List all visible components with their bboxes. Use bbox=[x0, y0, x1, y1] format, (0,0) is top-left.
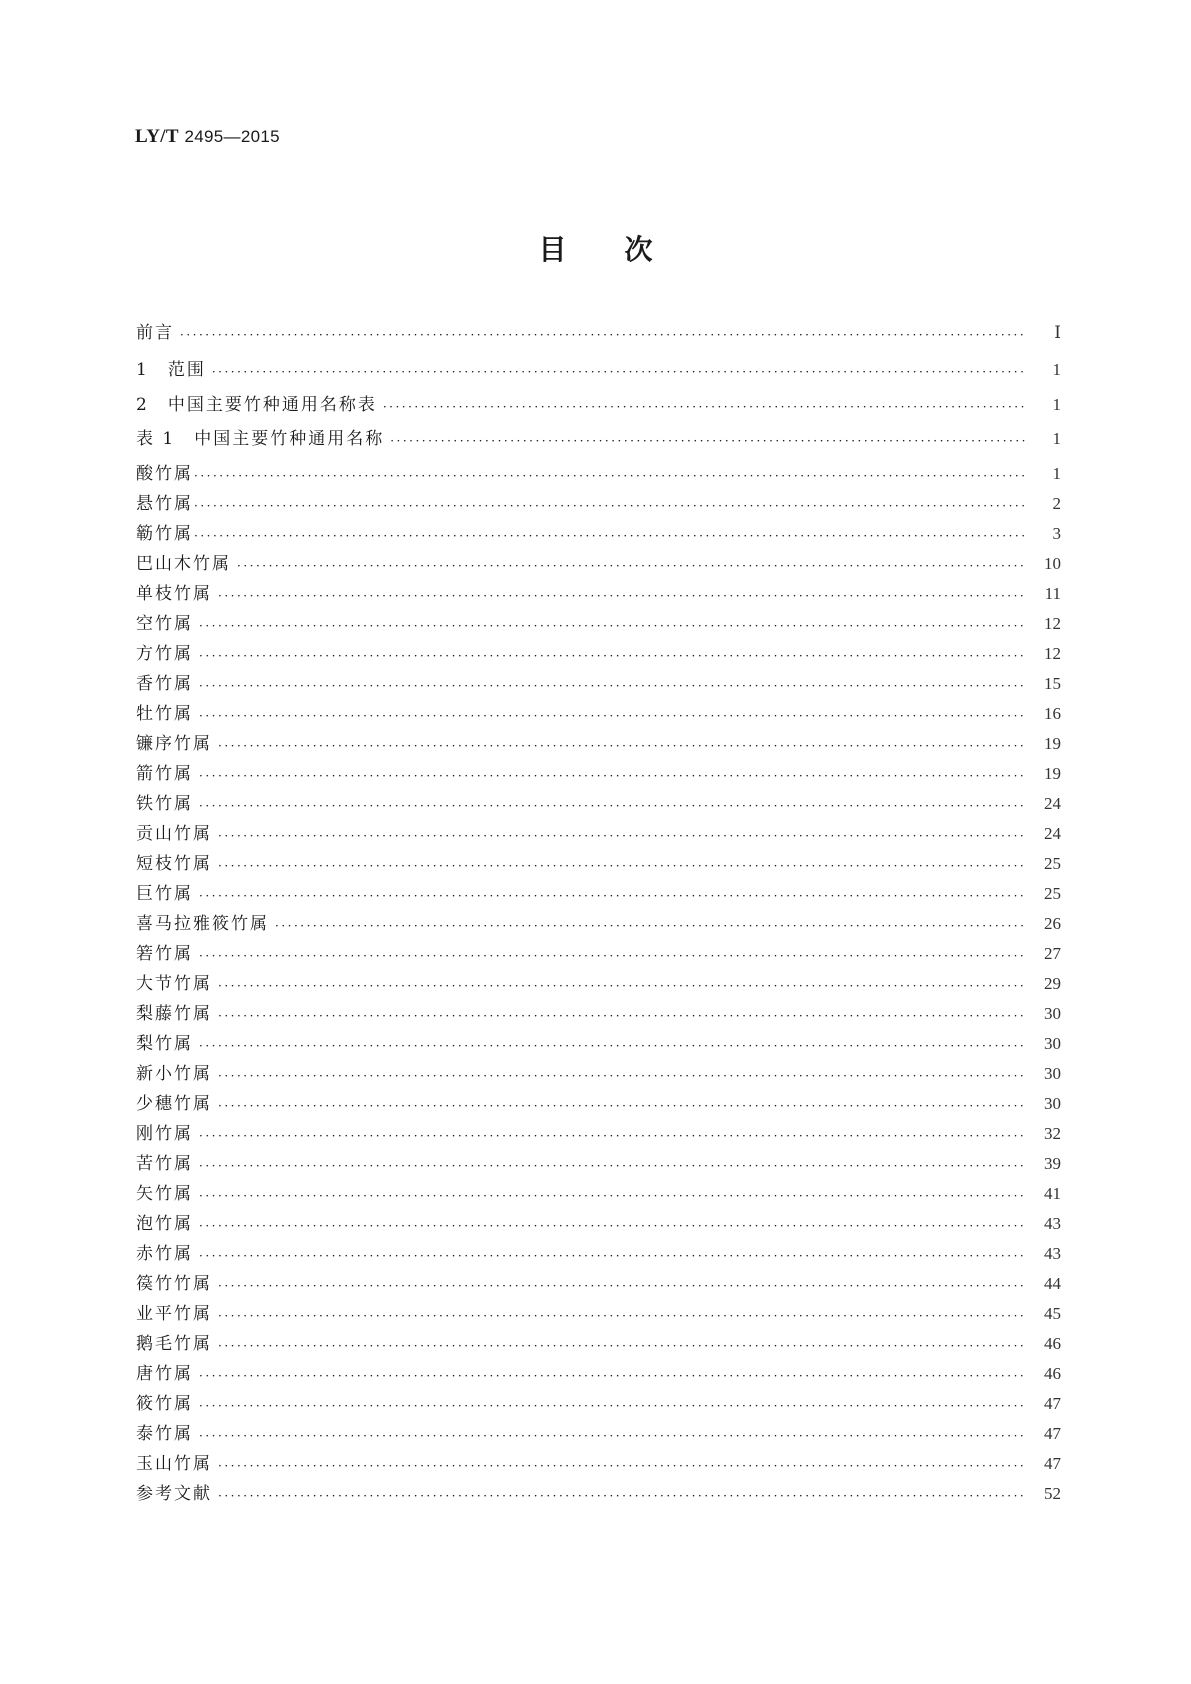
toc-entry[interactable] bbox=[136, 1271, 1061, 1297]
toc-entry-page-number: 43 bbox=[1044, 1244, 1061, 1263]
dot-leader bbox=[218, 1005, 1025, 1027]
toc-entry-page-number: 1 bbox=[1052, 429, 1061, 448]
toc-entry-label: 镰序竹属 bbox=[136, 734, 212, 754]
toc-entry-page-number: 15 bbox=[1044, 674, 1061, 693]
toc-entry-label: 苦竹属 bbox=[136, 1154, 193, 1174]
toc-entry-label: 牡竹属 bbox=[136, 704, 193, 724]
toc-entry-label: 2 中国主要竹种通用名称表 bbox=[136, 395, 377, 415]
toc-entry-label: 1 范围 bbox=[136, 360, 206, 380]
dot-leader bbox=[199, 885, 1025, 907]
dot-leader bbox=[199, 1365, 1025, 1387]
dot-leader bbox=[218, 585, 1025, 607]
dot-leader bbox=[218, 1065, 1025, 1087]
toc-entry-label: 巴山木竹属 bbox=[136, 554, 231, 574]
toc-entry-page-number: 43 bbox=[1044, 1214, 1061, 1233]
toc-entry-page-number: 29 bbox=[1044, 974, 1061, 993]
toc-entry[interactable] bbox=[136, 881, 1061, 907]
dot-leader bbox=[199, 675, 1025, 697]
toc-entry-label: 单枝竹属 bbox=[136, 584, 212, 604]
toc-entry-page-number: 26 bbox=[1044, 914, 1061, 933]
toc-entry[interactable] bbox=[136, 611, 1061, 637]
dot-leader bbox=[199, 645, 1025, 667]
toc-entry-label: 泡竹属 bbox=[136, 1214, 193, 1234]
toc-entry-page-number: 19 bbox=[1044, 734, 1061, 753]
toc-entry-label: 铁竹属 bbox=[136, 794, 193, 814]
toc-entry-label: 赤竹属 bbox=[136, 1244, 193, 1264]
dot-leader bbox=[199, 1155, 1025, 1177]
dot-leader bbox=[194, 465, 1025, 487]
toc-entry-page-number: 41 bbox=[1044, 1184, 1061, 1203]
toc-entry[interactable] bbox=[136, 521, 1061, 547]
toc-entry-page-number: 44 bbox=[1044, 1274, 1061, 1293]
page-title: 目次 bbox=[538, 233, 711, 266]
toc-entry-label: 玉山竹属 bbox=[136, 1454, 212, 1474]
dot-leader bbox=[218, 1305, 1025, 1327]
dot-leader bbox=[212, 361, 1025, 383]
toc-entry[interactable] bbox=[136, 491, 1061, 517]
toc-entry-label: 簕竹属 bbox=[136, 524, 193, 544]
dot-leader bbox=[199, 1215, 1025, 1237]
dot-leader bbox=[218, 1485, 1025, 1507]
toc-entry[interactable] bbox=[136, 971, 1061, 997]
toc-entry[interactable] bbox=[136, 1181, 1061, 1207]
toc-entry-label: 空竹属 bbox=[136, 614, 193, 634]
toc-entry[interactable] bbox=[136, 426, 1061, 452]
toc-entry-page-number: 32 bbox=[1044, 1124, 1061, 1143]
toc-entry-page-number: 1 bbox=[1052, 395, 1061, 414]
toc-entry[interactable] bbox=[136, 821, 1061, 847]
dot-leader bbox=[199, 765, 1025, 787]
standard-code bbox=[135, 126, 280, 148]
toc-entry[interactable] bbox=[136, 1241, 1061, 1267]
toc-entry-label: 表 1 中国主要竹种通用名称 bbox=[136, 429, 385, 449]
toc-entry-page-number: 25 bbox=[1044, 884, 1061, 903]
toc-entry-page-number: 47 bbox=[1044, 1394, 1061, 1413]
toc-entry-label: 泰竹属 bbox=[136, 1424, 193, 1444]
toc-entry[interactable] bbox=[136, 1331, 1061, 1357]
toc-entry[interactable] bbox=[136, 1091, 1061, 1117]
standard-number: 2495—2015 bbox=[184, 127, 280, 146]
dot-leader bbox=[275, 915, 1025, 937]
dot-leader bbox=[218, 975, 1025, 997]
toc-entry[interactable] bbox=[136, 701, 1061, 727]
toc-entry-page-number: 30 bbox=[1044, 1094, 1061, 1113]
toc-entry-page-number: 46 bbox=[1044, 1334, 1061, 1353]
toc-entry-page-number: 19 bbox=[1044, 764, 1061, 783]
toc-entry[interactable] bbox=[136, 1001, 1061, 1027]
toc-entry-label: 方竹属 bbox=[136, 644, 193, 664]
toc-entry-page-number: 12 bbox=[1044, 644, 1061, 663]
toc-entry-page-number: 11 bbox=[1044, 584, 1061, 603]
dot-leader bbox=[218, 855, 1025, 877]
toc-entry[interactable] bbox=[136, 1121, 1061, 1147]
dot-leader bbox=[218, 1335, 1025, 1357]
toc-entry-page-number: 3 bbox=[1052, 524, 1061, 543]
dot-leader bbox=[390, 430, 1025, 452]
dot-leader bbox=[199, 615, 1025, 637]
dot-leader bbox=[199, 705, 1025, 727]
dot-leader bbox=[383, 396, 1025, 418]
toc-entry-label: 鹅毛竹属 bbox=[136, 1334, 212, 1354]
toc-entry-label: 筱竹属 bbox=[136, 1394, 193, 1414]
toc-entry[interactable] bbox=[136, 1361, 1061, 1387]
dot-leader bbox=[199, 1185, 1025, 1207]
toc-entry[interactable] bbox=[136, 1031, 1061, 1057]
toc-entry-label: 矢竹属 bbox=[136, 1184, 193, 1204]
toc-entry-label: 短枝竹属 bbox=[136, 854, 212, 874]
dot-leader bbox=[237, 555, 1025, 577]
toc-entry[interactable] bbox=[136, 1301, 1061, 1327]
toc-entry-page-number: 30 bbox=[1044, 1064, 1061, 1083]
toc-entry-page-number: 30 bbox=[1044, 1004, 1061, 1023]
toc-entry-label: 香竹属 bbox=[136, 674, 193, 694]
toc-entry[interactable] bbox=[136, 1211, 1061, 1237]
toc-entry-page-number: 39 bbox=[1044, 1154, 1061, 1173]
toc-entry[interactable] bbox=[136, 1421, 1061, 1447]
toc-entry-page-number: 16 bbox=[1044, 704, 1061, 723]
toc-entry[interactable] bbox=[136, 1151, 1061, 1177]
dot-leader bbox=[218, 1455, 1025, 1477]
toc-entry-label: 悬竹属 bbox=[136, 494, 193, 514]
toc-entry-label: 巨竹属 bbox=[136, 884, 193, 904]
toc-entry-label: 箭竹属 bbox=[136, 764, 193, 784]
toc-entry[interactable] bbox=[136, 1481, 1061, 1507]
dot-leader bbox=[199, 795, 1025, 817]
toc-entry-label: 少穗竹属 bbox=[136, 1094, 212, 1114]
toc-entry-page-number: 47 bbox=[1044, 1454, 1061, 1473]
toc-entry-page-number: 47 bbox=[1044, 1424, 1061, 1443]
toc-entry-page-number: 27 bbox=[1044, 944, 1061, 963]
toc-entry[interactable] bbox=[136, 357, 1061, 383]
toc-entry-page-number: 24 bbox=[1044, 794, 1061, 813]
toc-entry-label: 梨竹属 bbox=[136, 1034, 193, 1054]
toc-entry-page-number: Ⅰ bbox=[1054, 323, 1061, 342]
toc-entry[interactable] bbox=[136, 641, 1061, 667]
toc-entry-page-number: 45 bbox=[1044, 1304, 1061, 1323]
toc-entry-page-number: 2 bbox=[1052, 494, 1061, 513]
toc-entry-page-number: 52 bbox=[1044, 1484, 1061, 1503]
toc-entry-page-number: 10 bbox=[1044, 554, 1061, 573]
toc-entry-label: 篌竹竹属 bbox=[136, 1274, 212, 1294]
toc-entry-label: 刚竹属 bbox=[136, 1124, 193, 1144]
toc-entry-page-number: 24 bbox=[1044, 824, 1061, 843]
toc-entry[interactable] bbox=[136, 551, 1061, 577]
dot-leader bbox=[218, 1095, 1025, 1117]
dot-leader bbox=[180, 324, 1025, 346]
toc-entry[interactable] bbox=[136, 791, 1061, 817]
dot-leader bbox=[199, 1035, 1025, 1057]
toc-entry[interactable] bbox=[136, 731, 1061, 757]
standard-prefix: LY/T bbox=[135, 126, 179, 147]
toc-entry-page-number: 12 bbox=[1044, 614, 1061, 633]
dot-leader bbox=[199, 1245, 1025, 1267]
toc-entry[interactable] bbox=[136, 320, 1061, 346]
toc-entry-page-number: 46 bbox=[1044, 1364, 1061, 1383]
toc-entry-page-number: 1 bbox=[1052, 464, 1061, 483]
toc-entry-page-number: 25 bbox=[1044, 854, 1061, 873]
dot-leader bbox=[218, 1275, 1025, 1297]
toc-entry-label: 喜马拉雅筱竹属 bbox=[136, 914, 269, 934]
toc-entry-label: 贡山竹属 bbox=[136, 824, 212, 844]
toc-entry[interactable] bbox=[136, 392, 1061, 418]
toc-entry-label: 参考文献 bbox=[136, 1484, 212, 1504]
dot-leader bbox=[218, 735, 1025, 757]
toc-entry[interactable] bbox=[136, 851, 1061, 877]
toc-entry[interactable] bbox=[136, 671, 1061, 697]
toc-entry[interactable] bbox=[136, 1451, 1061, 1477]
toc-entry[interactable] bbox=[136, 761, 1061, 787]
dot-leader bbox=[218, 825, 1025, 847]
toc-entry-label: 梨藤竹属 bbox=[136, 1004, 212, 1024]
toc-entry-label: 唐竹属 bbox=[136, 1364, 193, 1384]
dot-leader bbox=[194, 525, 1025, 547]
toc-entry[interactable] bbox=[136, 1061, 1061, 1087]
toc-entry-label: 业平竹属 bbox=[136, 1304, 212, 1324]
toc-entry-label: 大节竹属 bbox=[136, 974, 212, 994]
toc-entry-label: 酸竹属 bbox=[136, 464, 193, 484]
toc-entry-label: 新小竹属 bbox=[136, 1064, 212, 1084]
dot-leader bbox=[199, 1125, 1025, 1147]
toc-entry-page-number: 1 bbox=[1052, 360, 1061, 379]
toc-entry-page-number: 30 bbox=[1044, 1034, 1061, 1053]
dot-leader bbox=[199, 1395, 1025, 1417]
toc-entry[interactable] bbox=[136, 1391, 1061, 1417]
dot-leader bbox=[199, 1425, 1025, 1447]
toc-entry[interactable] bbox=[136, 911, 1061, 937]
toc-entry-label: 前言 bbox=[136, 323, 174, 343]
toc-entry[interactable] bbox=[136, 941, 1061, 967]
dot-leader bbox=[194, 495, 1025, 517]
toc-entry-label: 箬竹属 bbox=[136, 944, 193, 964]
toc-entry[interactable] bbox=[136, 461, 1061, 487]
toc-entry[interactable] bbox=[136, 581, 1061, 607]
dot-leader bbox=[199, 945, 1025, 967]
